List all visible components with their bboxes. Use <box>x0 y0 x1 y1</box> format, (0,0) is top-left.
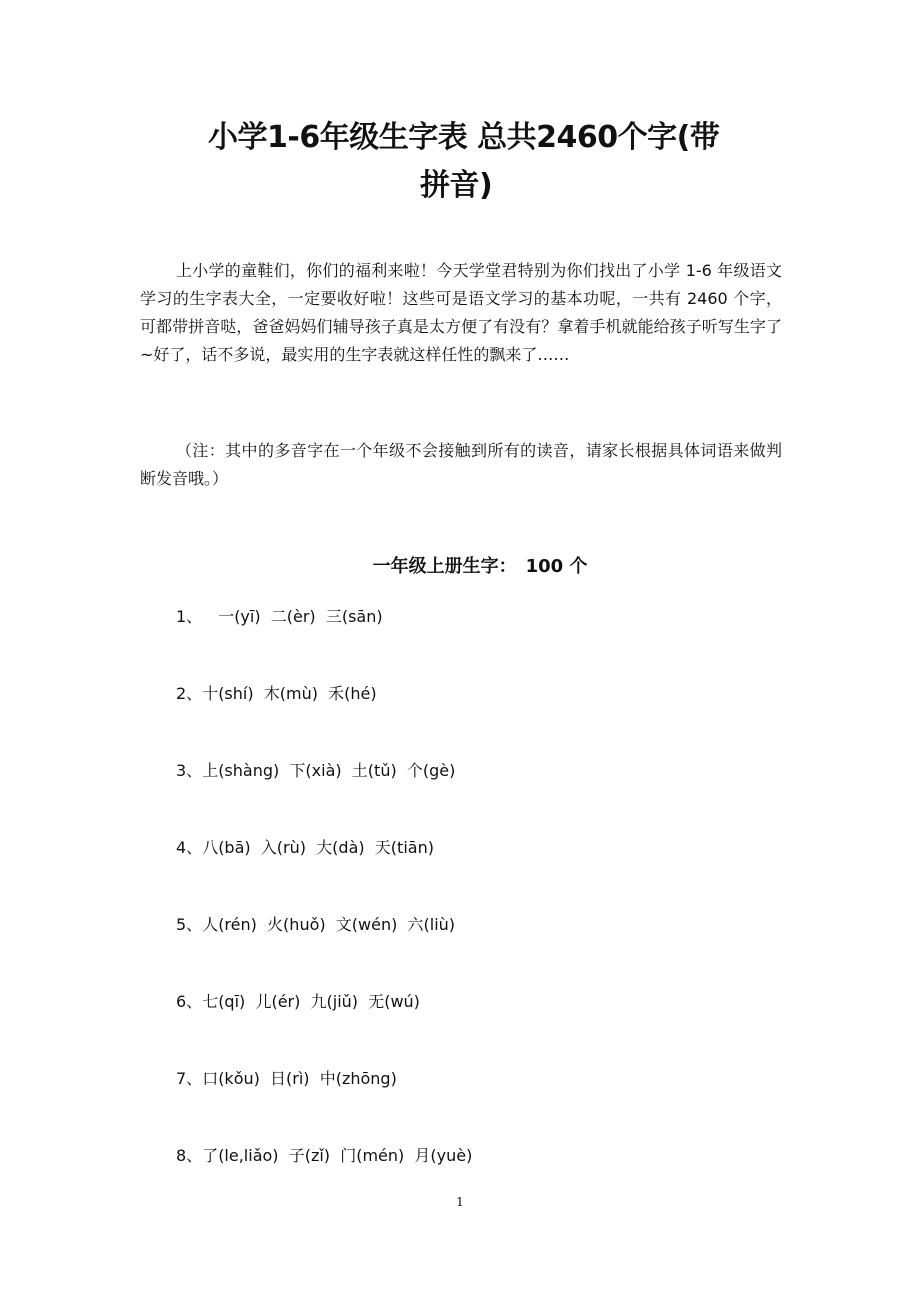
list-item <box>176 755 776 832</box>
item-characters: 人(rén) 火(huǒ) 文(wén) 六(liù) <box>202 915 456 934</box>
item-characters: 七(qī) 儿(ér) 九(jiǔ) 无(wú) <box>202 992 420 1011</box>
item-characters: 口(kǒu) 日(rì) 中(zhōng) <box>202 1069 397 1088</box>
character-list <box>176 601 776 1217</box>
document-title-line-1: 小学1-6年级生字表 总共2460个字(带 <box>208 120 720 155</box>
note-paragraph: （注：其中的多音字在一个年级不会接触到所有的读音，请家长根据具体词语来做判断发音哦。） <box>140 441 782 488</box>
list-item <box>176 909 776 986</box>
item-number: 3、 <box>176 761 203 780</box>
item-number: 4、 <box>176 838 203 857</box>
list-item <box>176 678 776 755</box>
item-number: 8、 <box>176 1146 203 1165</box>
item-characters: 了(le,liǎo) 子(zǐ) 门(mén) 月(yuè) <box>202 1146 473 1165</box>
intro-paragraph: 上小学的童鞋们，你们的福利来啦！今天学堂君特别为你们找出了小学 1-6 年级语文学习的生字表大全，一定要收好啦！这些可是语文学习的基本功呢，一共有 2460 个字，可都带拼音哒，爸爸妈妈们辅导孩子真是太方便了有没有？拿着手机就能给孩子听写生字了~好了，话不多说，最实用的生字表就这样任性的飘来了…… <box>140 261 782 364</box>
item-number: 5、 <box>176 915 203 934</box>
item-number: 1、 <box>176 607 203 626</box>
document-title-line-2: 拼音) <box>420 168 493 203</box>
list-item <box>176 986 776 1063</box>
item-number: 2、 <box>176 684 203 703</box>
item-characters: 上(shàng) 下(xià) 土(tǔ) 个(gè) <box>202 761 456 780</box>
page-number: 1 <box>456 1195 464 1209</box>
item-number: 7、 <box>176 1069 203 1088</box>
item-characters: 一(yī) 二(èr) 三(sān) <box>202 607 383 626</box>
list-item <box>176 601 776 678</box>
section-heading: 一年级上册生字： 100 个 <box>372 556 588 577</box>
list-item <box>176 832 776 909</box>
item-number: 6、 <box>176 992 203 1011</box>
list-item <box>176 1063 776 1140</box>
item-characters: 十(shí) 木(mù) 禾(hé) <box>202 684 377 703</box>
item-characters: 八(bā) 入(rù) 大(dà) 天(tiān) <box>202 838 434 857</box>
